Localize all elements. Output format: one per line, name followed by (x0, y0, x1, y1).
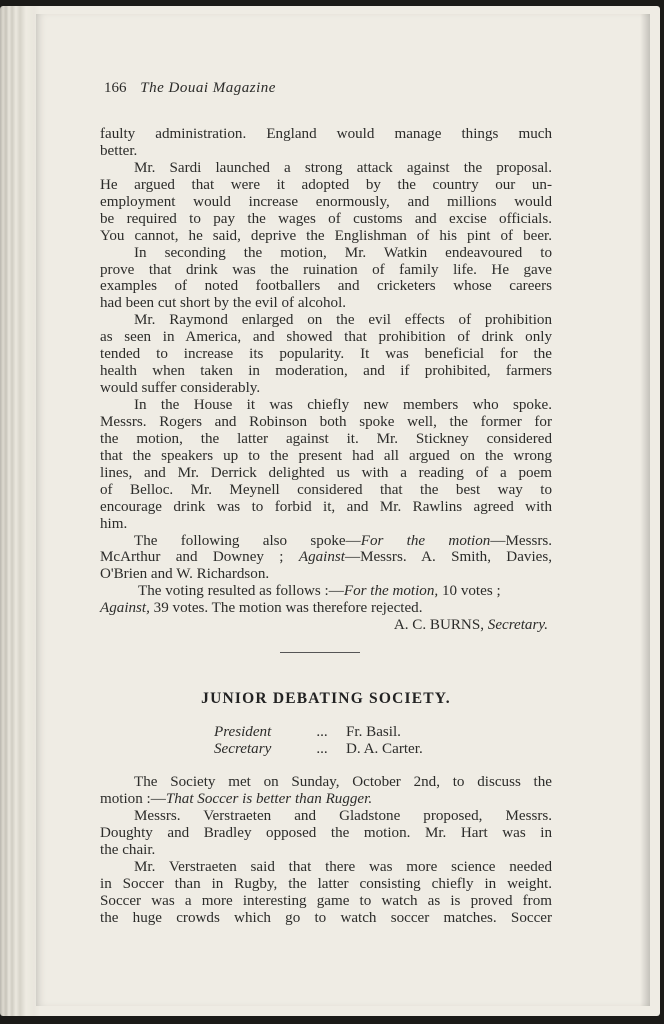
text-line: Mr. Raymond enlarged on the evil effects of prohibition (134, 312, 552, 329)
officer-row-president (214, 724, 423, 741)
junior-line-2: motion :—That Soccer is better than Rugger. (100, 790, 373, 807)
magazine-title: The Douai Magazine (140, 80, 276, 96)
body-text-senior (100, 126, 552, 634)
text-line: of Belloc. Mr. Meynell considered that the best way to (100, 481, 552, 498)
text-line: in Soccer than in Rugby, the latter consisting chiefly in weight. (100, 875, 552, 892)
officer-role: President (214, 724, 272, 740)
text-line: examples of noted footballers and cricketers whose careers (100, 278, 552, 295)
text-line: the motion, the latter against it. Mr. Stickney considered (100, 430, 552, 447)
voting-line-1: The voting resulted as follows :—For the motion, 10 votes ; (138, 583, 501, 600)
text-line: him. (100, 515, 128, 532)
officer-role: Secretary (214, 741, 272, 757)
text-line: health when taken in moderation, and if prohibited, farmers (100, 363, 552, 380)
officer-name: D. A. Carter. (346, 741, 423, 757)
text-line: would suffer considerably. (100, 380, 261, 397)
signature: A. C. BURNS, Secretary. (393, 617, 548, 634)
text-line: Mr. Sardi launched a strong attack against the proposal. (134, 159, 552, 176)
text-line: Messrs. Rogers and Robinson both spoke well, the former for (100, 413, 552, 430)
text-line: as seen in America, and showed that prohibition of drink only (100, 329, 552, 346)
senior-report-lines (100, 126, 552, 533)
body-text-junior (100, 774, 552, 926)
text-line: Soccer was a more interesting game to watch as is proved from (100, 892, 552, 909)
text-line: Messrs. Verstraeten and Gladstone proposed, Messrs. (134, 807, 552, 824)
text-line: prove that drink was the ruination of family life. He gave (100, 261, 552, 278)
spoke-line-1: The following also spoke—For the motion—Messrs. (134, 532, 552, 549)
officer-dots: ... (316, 724, 328, 740)
voting-line-2: Against, 39 votes. The motion was therefore rejected. (100, 600, 423, 617)
text-line: encourage drink was to forbid it, and Mr. Rawlins agreed with (100, 498, 552, 515)
officer-name: Fr. Basil. (346, 724, 401, 740)
text-line: You cannot, he said, deprive the Englishman of his pint of beer. (100, 227, 552, 244)
spoke-line-2: McArthur and Downey ; Against—Messrs. A. Smith, Davies, (100, 549, 552, 566)
officer-row-secretary (214, 741, 423, 758)
text-line: employment would increase enormously, and millions would (100, 193, 552, 210)
officers-list (214, 724, 423, 758)
text-line: In seconding the motion, Mr. Watkin endeavoured to (134, 244, 552, 261)
text-line: the chair. (100, 841, 156, 858)
page-number: 166 (104, 80, 127, 96)
text-line: had been cut short by the evil of alcohol. (100, 295, 347, 312)
running-header (104, 80, 276, 97)
text-line: lines, and Mr. Derrick delighted us with a reading of a poem (100, 464, 552, 481)
spoke-line-3: O'Brien and W. Richardson. (100, 566, 270, 583)
text-line: In the House it was chiefly new members who spoke. (134, 397, 552, 413)
text-line: faulty administration. England would manage things much (100, 126, 552, 142)
junior-report-lines (100, 808, 552, 927)
junior-line-1: The Society met on Sunday, October 2nd, to discuss the (134, 774, 552, 790)
text-line: better. (100, 142, 138, 159)
section-heading: JUNIOR DEBATING SOCIETY. (201, 690, 451, 707)
text-line: Doughty and Bradley opposed the motion. Mr. Hart was in (100, 824, 552, 841)
officer-dots: ... (316, 741, 328, 757)
text-line: He argued that were it adopted by the country our un- (100, 176, 552, 193)
text-line: be required to pay the wages of customs and excise officials. (100, 210, 552, 227)
text-line: that the speakers up to the present had all argued on the wrong (100, 447, 552, 464)
text-line: tended to increase its popularity. It was beneficial for the (100, 346, 552, 363)
text-line: the huge crowds which go to watch soccer matches. Soccer (100, 909, 552, 926)
section-divider (280, 652, 360, 653)
text-line: Mr. Verstraeten said that there was more science needed (134, 858, 552, 875)
